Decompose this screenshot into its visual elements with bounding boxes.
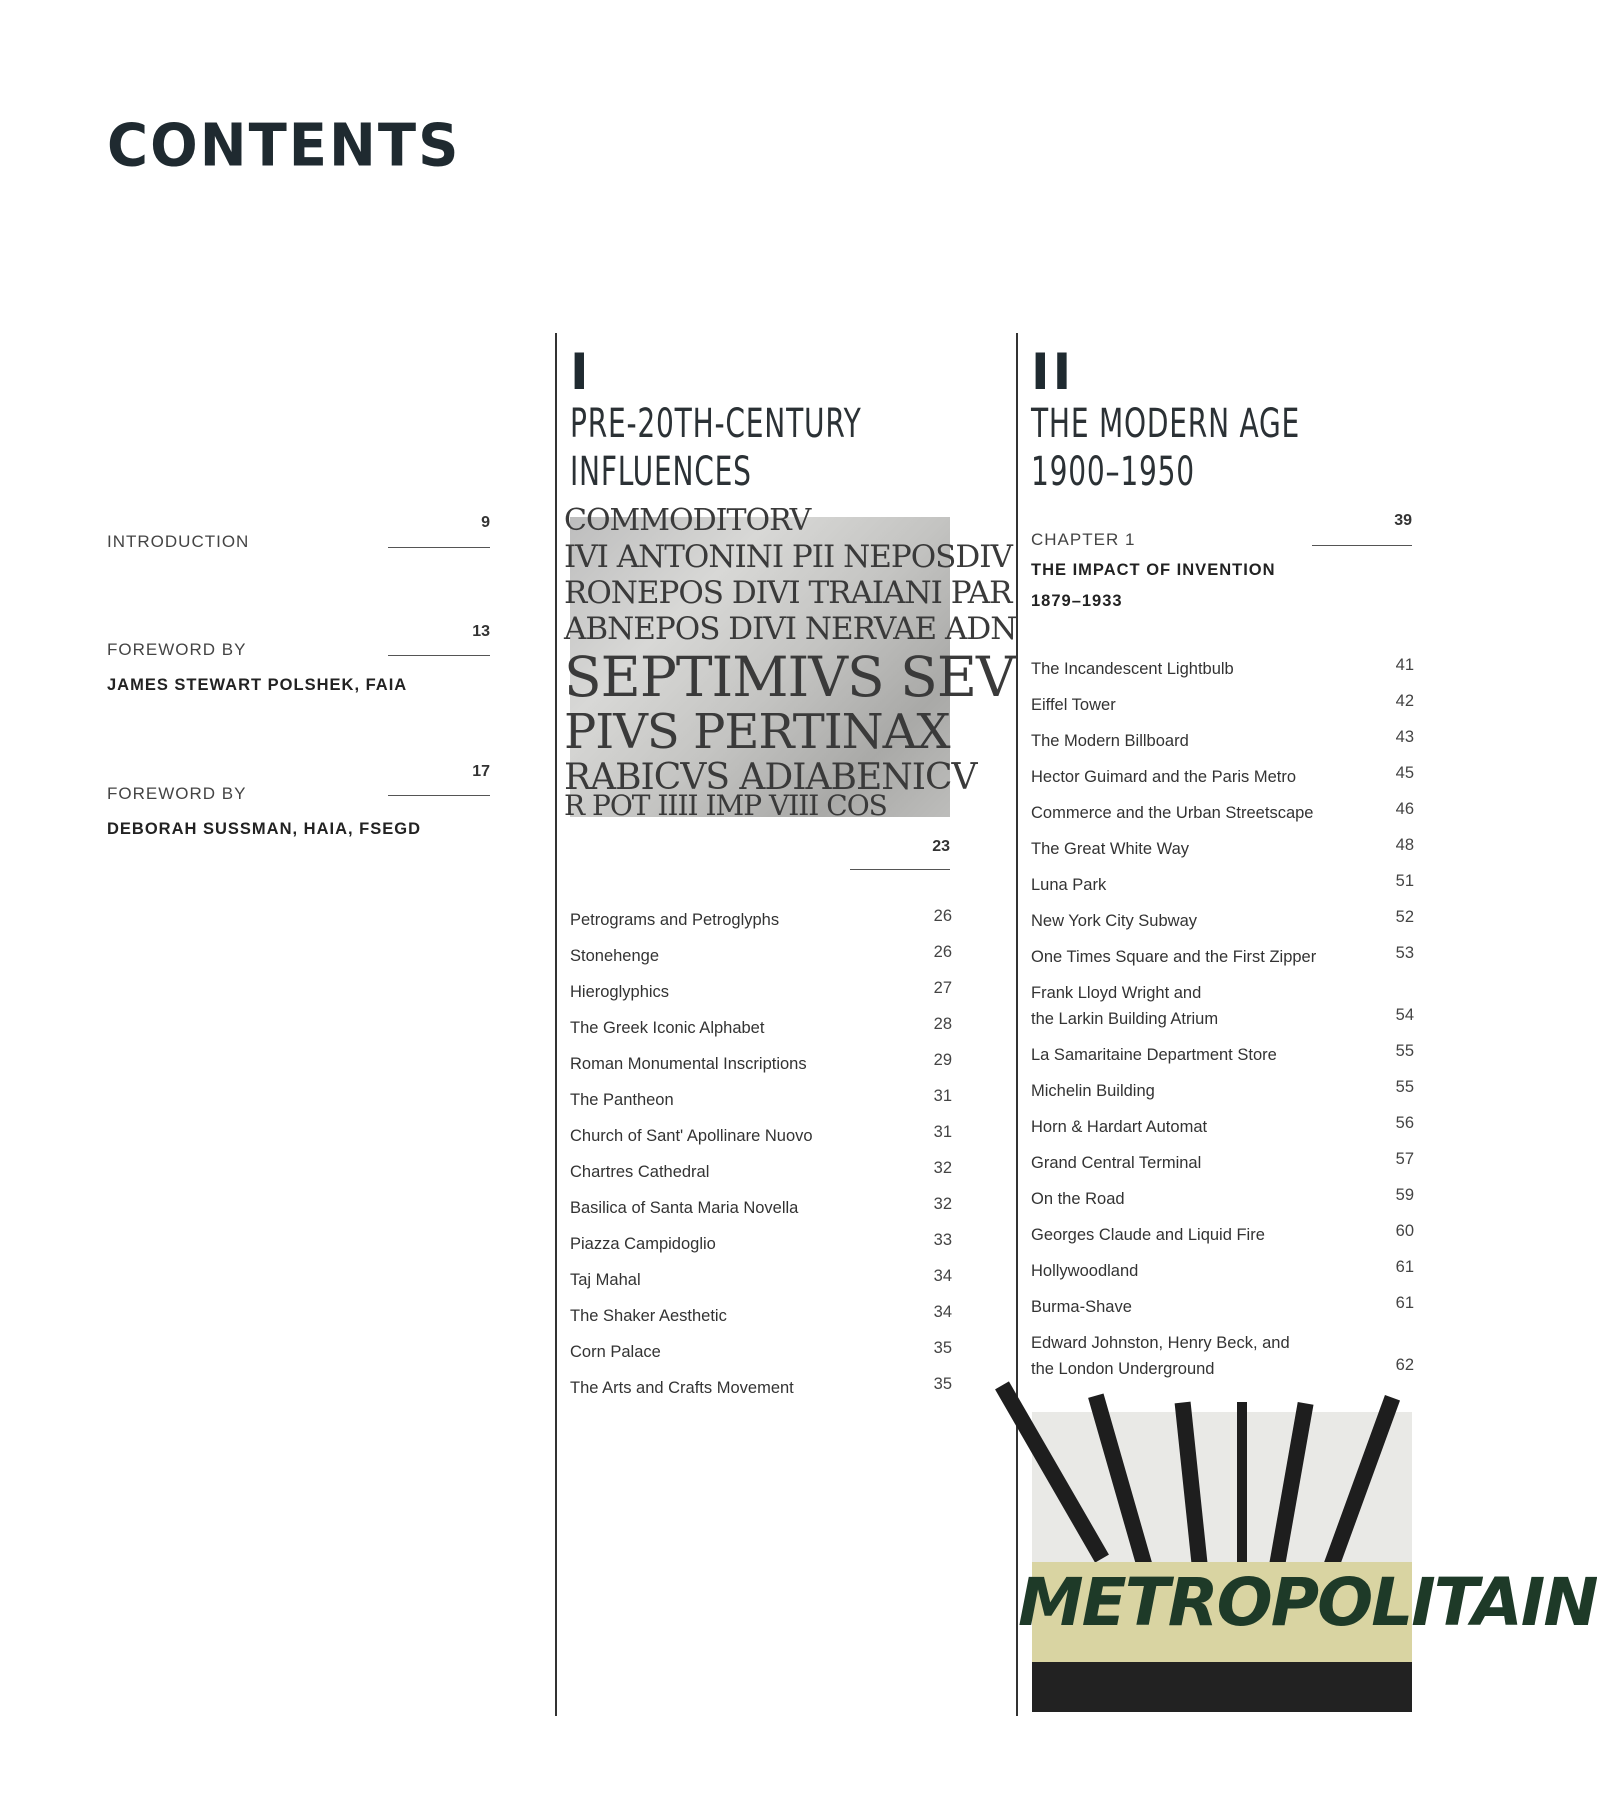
inscription-line: ABNEPOS DIVI NERVAE ADN [564,611,1017,647]
introduction-link[interactable]: INTRODUCTION [107,532,250,551]
part-1-page-number: 23 [932,838,950,855]
toc-entry-title[interactable]: Hector Guimard and the Paris Metro [1031,768,1297,786]
toc-entry-title[interactable]: On the Road [1031,1190,1125,1208]
toc-entry-title[interactable]: The Shaker Aesthetic [570,1307,727,1325]
divider-rule [1312,545,1412,546]
inscription-line: SEPTIMIVS SEV [564,645,1015,709]
inscription-line: RONEPOS DIVI TRAIANI PAR [564,575,1012,611]
inscription-line: RABICVS ADIABENICV [564,757,977,798]
toc-entry-title[interactable]: Michelin Building [1031,1082,1155,1100]
column-rule [1016,333,1018,1716]
toc-entry-title[interactable]: Stonehenge [570,947,660,965]
toc-entry-page: 52 [1395,908,1414,926]
toc-entry-title[interactable]: Frank Lloyd Wright and [1031,984,1202,1002]
foreword-2-page-number: 17 [472,763,490,780]
toc-entry-page: 32 [933,1159,952,1177]
part-1-title-line1: PRE-20TH-CENTURY [570,401,862,447]
chapter-1-page-number: 39 [1394,512,1412,529]
introduction-page-number: 9 [481,514,490,531]
toc-entry-page: 35 [933,1339,952,1357]
toc-entry-title[interactable]: The Great White Way [1031,840,1190,858]
toc-entry-page: 46 [1395,800,1414,818]
toc-entry-title[interactable]: Roman Monumental Inscriptions [570,1055,807,1073]
toc-entry-title[interactable]: New York City Subway [1031,912,1197,930]
metro-sign-lettering: METROPOLITAIN [1018,1564,1597,1641]
toc-entry-page: 41 [1395,656,1414,674]
inscription-line: PIVS PERTINAX [564,704,950,760]
toc-entry-page: 56 [1395,1114,1414,1132]
part-2-numeral: II [1031,343,1075,401]
toc-entry-title[interactable]: Burma-Shave [1031,1298,1132,1316]
toc-entry-page: 26 [933,907,952,925]
inscription-line: R POT IIII IMP VIII COS [564,789,887,822]
inscription-line: IVI ANTONINI PII NEPOSDIV [564,539,1012,575]
toc-entry-page: 35 [933,1375,952,1393]
toc-entry-title[interactable]: Chartres Cathedral [570,1163,710,1181]
toc-entry-page: 33 [933,1231,952,1249]
toc-entry-title[interactable]: Hollywoodland [1031,1262,1139,1280]
toc-entry-title[interactable]: The Incandescent Lightbulb [1031,660,1234,678]
foreword-2-label[interactable]: FOREWORD BY [107,784,247,803]
roman-inscription-photo [564,503,1017,822]
foreword-1-page-number: 13 [472,623,490,640]
toc-entry-title[interactable]: Edward Johnston, Henry Beck, and [1031,1334,1290,1352]
toc-entry-title[interactable]: The Greek Iconic Alphabet [570,1019,765,1037]
inscription-line: COMMODITORV [564,503,811,538]
toc-entry-page: 31 [933,1087,952,1105]
toc-entry-page: 26 [933,943,952,961]
toc-entry-page: 51 [1395,872,1414,890]
toc-entry-page: 42 [1395,692,1414,710]
part-2-title-line1: THE MODERN AGE [1031,401,1301,447]
toc-entry-title[interactable]: Hieroglyphics [570,983,670,1001]
toc-entry-title-continued[interactable]: the Larkin Building Atrium [1031,1010,1219,1028]
toc-entry-page: 55 [1395,1078,1414,1096]
toc-entry-page: 28 [933,1015,952,1033]
toc-entry-title[interactable]: La Samaritaine Department Store [1031,1046,1277,1064]
toc-entry-page: 61 [1395,1294,1414,1312]
part-1-numeral: I [570,343,592,401]
part-2-title-line2: 1900–1950 [1031,449,1195,495]
toc-entry-page: 27 [933,979,952,997]
toc-entry-title[interactable]: Church of Sant' Apollinare Nuovo [570,1127,813,1145]
toc-entry-title[interactable]: Taj Mahal [570,1271,641,1289]
foreword-1-label[interactable]: FOREWORD BY [107,640,247,659]
toc-entry-page: 31 [933,1123,952,1141]
chapter-1-title[interactable]: THE IMPACT OF INVENTION [1031,561,1276,579]
foreword-1-author[interactable]: JAMES STEWART POLSHEK, FAIA [107,676,408,694]
page-title: CONTENTS [107,112,461,181]
toc-entry-title[interactable]: Georges Claude and Liquid Fire [1031,1226,1265,1244]
toc-entry-title[interactable]: The Modern Billboard [1031,732,1189,750]
toc-entry-title[interactable]: Petrograms and Petroglyphs [570,911,780,929]
toc-entry-title[interactable]: Grand Central Terminal [1031,1154,1202,1172]
toc-entry-page: 60 [1395,1222,1414,1240]
chapter-1-label[interactable]: CHAPTER 1 [1031,530,1136,549]
toc-entry-page: 32 [933,1195,952,1213]
divider-rule [388,547,490,548]
toc-entry-title[interactable]: Luna Park [1031,876,1107,894]
toc-entry-title[interactable]: Horn & Hardart Automat [1031,1118,1208,1136]
toc-entry-page: 61 [1395,1258,1414,1276]
toc-entry-page: 55 [1395,1042,1414,1060]
column-rule [555,333,557,1716]
toc-entry-title-continued[interactable]: the London Underground [1031,1360,1215,1378]
toc-entry-page: 57 [1395,1150,1414,1168]
toc-entry-title[interactable]: One Times Square and the First Zipper [1031,948,1317,966]
toc-entry-title[interactable]: Basilica of Santa Maria Novella [570,1199,799,1217]
toc-entry-page: 34 [933,1267,952,1285]
toc-entry-title[interactable]: Eiffel Tower [1031,696,1116,714]
foreword-2-author[interactable]: DEBORAH SUSSMAN, HAIA, FSEGD [107,820,422,838]
toc-entry-page: 45 [1395,764,1414,782]
toc-entry-page: 48 [1395,836,1414,854]
toc-entry-page: 29 [933,1051,952,1069]
toc-entry-title[interactable]: The Arts and Crafts Movement [570,1379,794,1397]
divider-rule [388,655,490,656]
toc-entry-title[interactable]: Piazza Campidoglio [570,1235,716,1253]
toc-entry-title[interactable]: Commerce and the Urban Streetscape [1031,804,1314,822]
part-1-title-line2: INFLUENCES [570,449,752,495]
toc-entry-title[interactable]: The Pantheon [570,1091,674,1109]
divider-rule [388,795,490,796]
toc-entry-page: 43 [1395,728,1414,746]
toc-entry-title[interactable]: Corn Palace [570,1343,661,1361]
toc-entry-page: 62 [1395,1356,1414,1374]
toc-entry-page: 53 [1395,944,1414,962]
chapter-1-years: 1879–1933 [1031,592,1123,610]
toc-entry-page: 54 [1395,1006,1414,1024]
toc-entry-page: 34 [933,1303,952,1321]
metropolitain-sign-photo [1018,1412,1597,1712]
divider-rule [850,869,950,870]
toc-entry-page: 59 [1395,1186,1414,1204]
